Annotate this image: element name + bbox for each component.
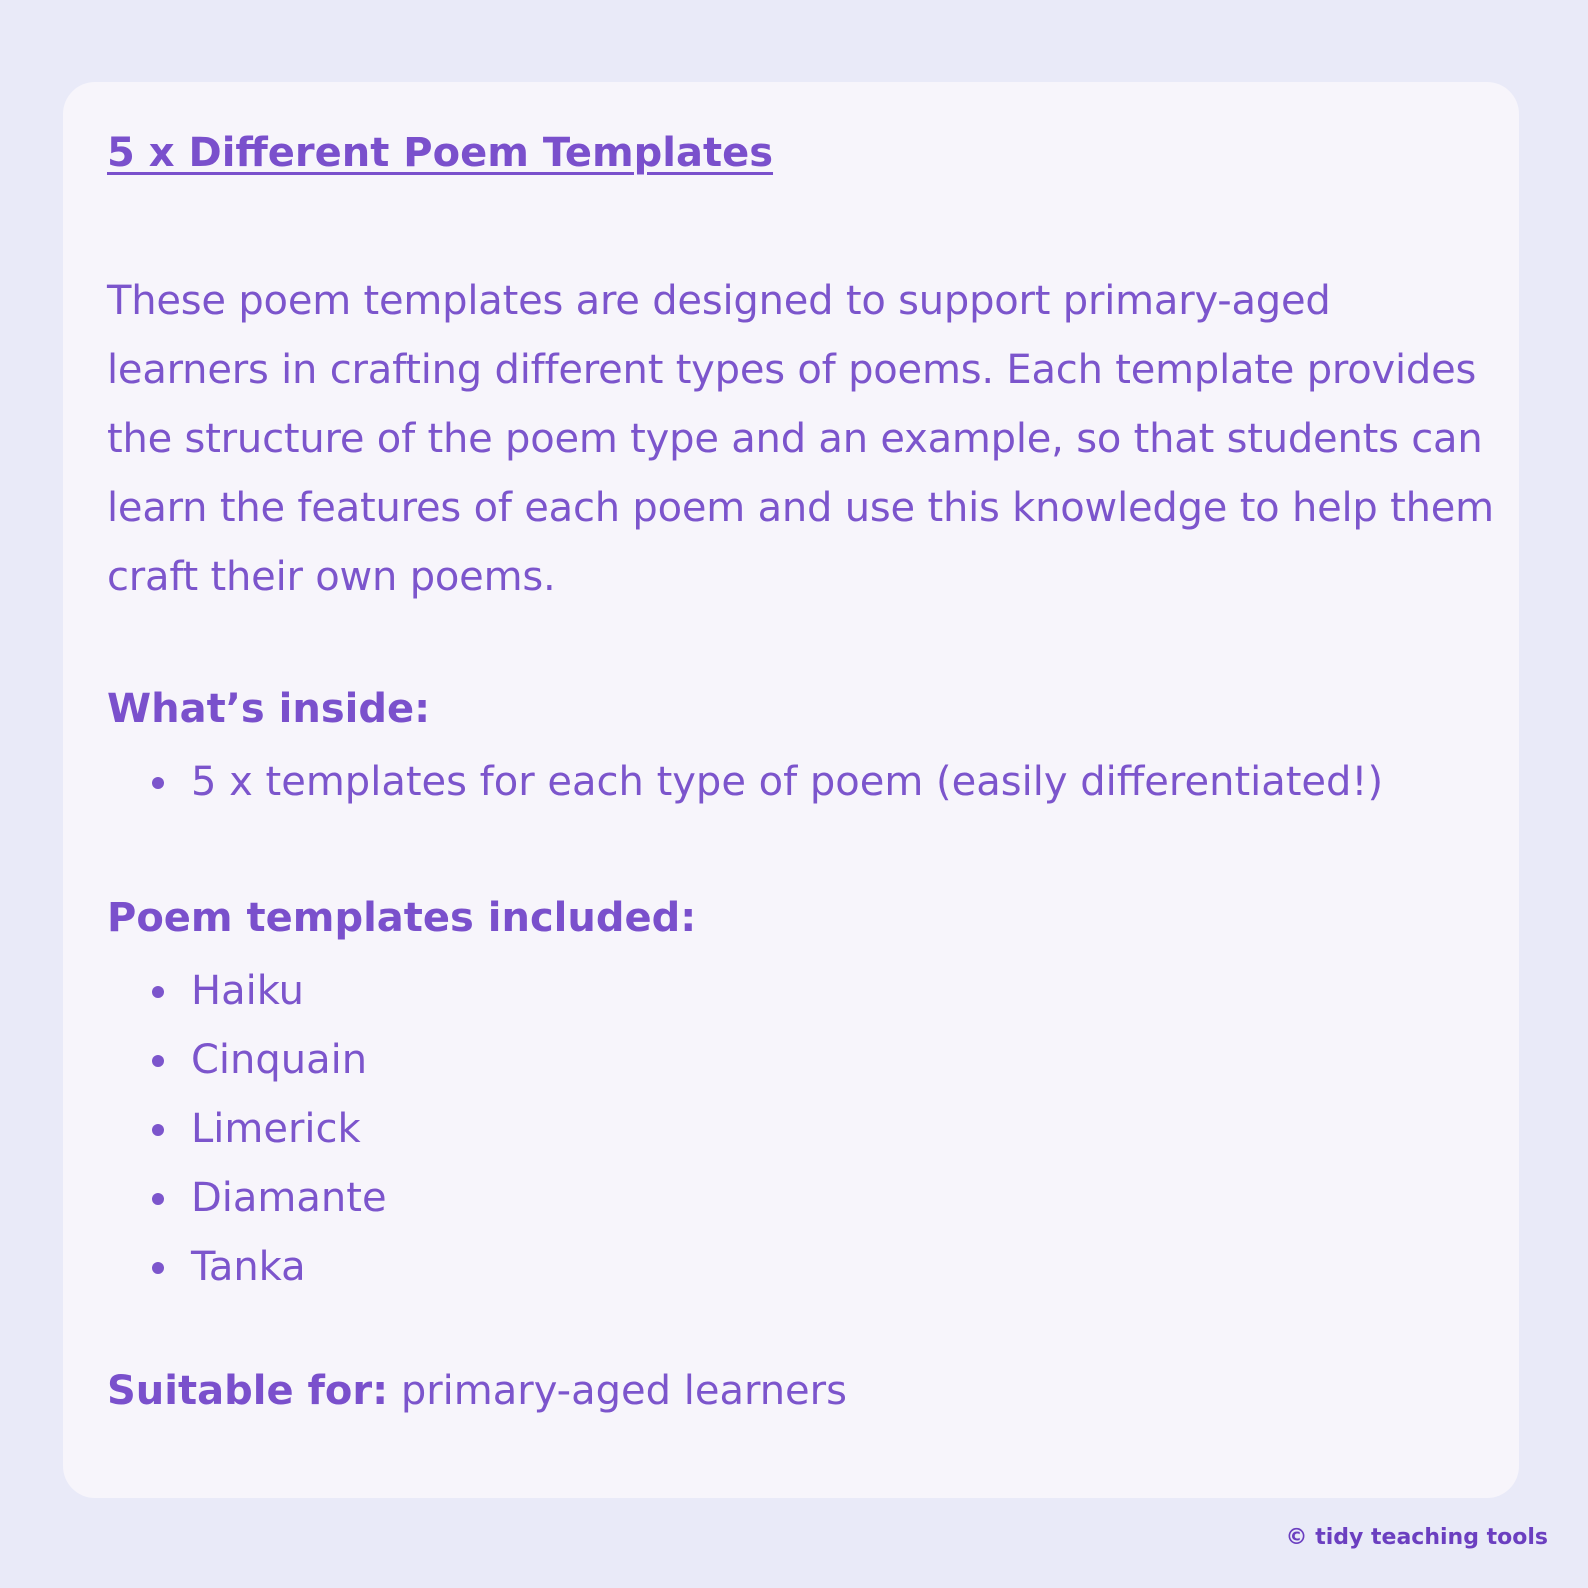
whats-inside-list — [107, 748, 1383, 817]
list-item — [107, 1164, 387, 1233]
list-item — [107, 748, 1383, 817]
copyright-footer: © tidy teaching tools — [1285, 1525, 1548, 1550]
bullet-icon — [152, 1193, 164, 1205]
suitable-for-label: Suitable for: — [107, 1368, 389, 1414]
suitable-for-value: primary-aged learners — [388, 1368, 847, 1414]
suitable-for — [107, 1368, 847, 1414]
list-item-text: 5 x templates for each type of poem (easily differentiated!) — [191, 759, 1384, 805]
whats-inside-heading: What’s inside: — [107, 686, 431, 732]
bullet-icon — [152, 1262, 164, 1274]
list-item-text: Cinquain — [191, 1037, 368, 1083]
templates-included-heading: Poem templates included: — [107, 895, 697, 941]
list-item-text: Haiku — [191, 968, 304, 1014]
list-item-text: Limerick — [191, 1106, 361, 1152]
list-item — [107, 1233, 387, 1302]
templates-included-list — [107, 957, 387, 1302]
list-item — [107, 1026, 387, 1095]
content-card — [63, 82, 1519, 1498]
bullet-icon — [152, 777, 164, 789]
list-item-text: Diamante — [191, 1175, 387, 1221]
bullet-icon — [152, 986, 164, 998]
intro-paragraph: These poem templates are designed to support primary-aged learners in crafting different types of poems. Each template provides the structure of the poem type and an example, so that students can learn the features of each poem and use this knowledge to help them craft their own poems. — [107, 278, 1494, 600]
list-item — [107, 957, 387, 1026]
list-item — [107, 1095, 387, 1164]
bullet-icon — [152, 1124, 164, 1136]
page-title: 5 x Different Poem Templates — [107, 130, 774, 176]
list-item-text: Tanka — [191, 1244, 306, 1290]
bullet-icon — [152, 1055, 164, 1067]
